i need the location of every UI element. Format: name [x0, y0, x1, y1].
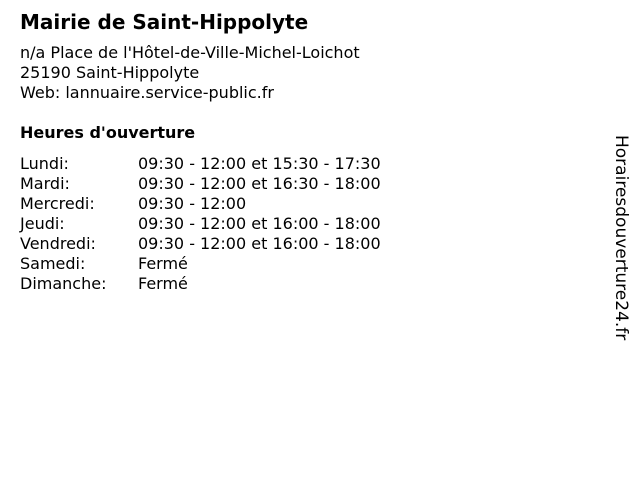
time-value: Fermé	[138, 274, 188, 293]
day-label: Vendredi:	[20, 234, 96, 253]
page-title: Mairie de Saint-Hippolyte	[20, 10, 309, 34]
hours-row-saturday	[20, 254, 381, 274]
time-value: 09:30 - 12:00	[138, 194, 247, 213]
watermark-text: Horairesdouverture24.fr	[611, 135, 631, 341]
day-label: Dimanche:	[20, 274, 107, 293]
day-label: Lundi:	[20, 154, 69, 173]
address-block	[20, 43, 360, 103]
day-label: Jeudi:	[20, 214, 65, 233]
time-value: 09:30 - 12:00 et 16:00 - 18:00	[138, 214, 381, 233]
day-label: Samedi:	[20, 254, 86, 273]
hours-row-monday	[20, 154, 381, 174]
hours-row-wednesday	[20, 194, 381, 214]
address-city: 25190 Saint-Hippolyte	[20, 63, 200, 82]
website-text: Web: lannuaire.service-public.fr	[20, 83, 274, 102]
day-label: Mercredi:	[20, 194, 95, 213]
watermark	[612, 135, 632, 345]
address-street: n/a Place de l'Hôtel-de-Ville-Michel-Loichot	[20, 43, 360, 62]
hours-heading: Heures d'ouverture	[20, 123, 196, 142]
time-value: 09:30 - 12:00 et 15:30 - 17:30	[138, 154, 381, 173]
day-label: Mardi:	[20, 174, 70, 193]
time-value: 09:30 - 12:00 et 16:00 - 18:00	[138, 234, 381, 253]
hours-row-friday	[20, 234, 381, 254]
opening-hours-list	[20, 154, 381, 294]
time-value: Fermé	[138, 254, 188, 273]
time-value: 09:30 - 12:00 et 16:30 - 18:00	[138, 174, 381, 193]
hours-row-sunday	[20, 274, 381, 294]
hours-row-tuesday	[20, 174, 381, 194]
hours-row-thursday	[20, 214, 381, 234]
